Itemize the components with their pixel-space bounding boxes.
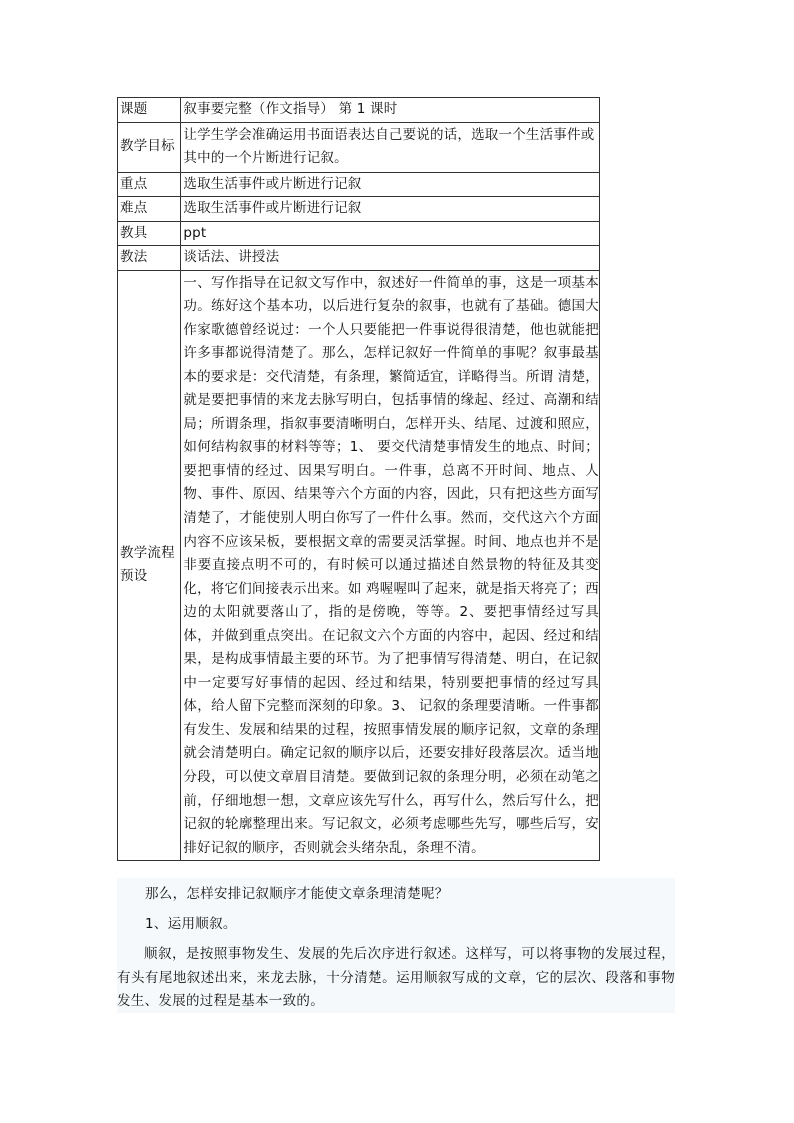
row-content-key-point: 选取生活事件或片断进行记叙 <box>181 172 600 197</box>
row-label-difficulty: 难点 <box>118 197 181 222</box>
table-row <box>118 98 600 123</box>
row-content-difficulty: 选取生活事件或片断进行记叙 <box>181 197 600 222</box>
table-row <box>118 197 600 222</box>
row-label-goal: 教学目标 <box>118 122 181 172</box>
table-row <box>118 122 600 172</box>
table-row <box>118 172 600 197</box>
paragraph-body: 顺叙，是按照事物发生、发展的先后次序进行叙述。这样写，可以将事物的发展过程，有头有尾地叙述出来，来龙去脉，十分清楚。运用顺叙写成的文章，它的层次、段落和事物发生、发展的过程是基本一致的。 <box>117 946 675 1009</box>
row-label-method: 教法 <box>118 246 181 271</box>
paragraph-question: 那么，怎样安排记叙顺序才能使文章条理清楚呢？ <box>145 886 449 902</box>
table-row <box>118 270 600 861</box>
table-row <box>118 221 600 246</box>
paragraph-heading: 1、运用顺叙。 <box>145 916 237 932</box>
row-content-tools: ppt <box>181 221 600 246</box>
row-content-goal: 让学生学会准确运用书面语表达自己要说的话，选取一个生活事件或其中的一个片断进行记叙。 <box>181 122 600 172</box>
row-content-topic: 叙事要完整（作文指导） 第 1 课时 <box>181 98 600 123</box>
row-label-key-point: 重点 <box>118 172 181 197</box>
lesson-plan-table <box>117 97 600 861</box>
row-content-flow: 一、写作指导在记叙文写作中，叙述好一件简单的事，这是一项基本功。练好这个基本功，以后进行复杂的叙事，也就有了基础。德国大作家歌德曾经说过：一个人只要能把一件事说得很清楚，他也就能把许多事都说得清楚了。那么，怎样记叙好一件简单的事呢？叙事最基本的要求是：交代清楚，有条理，繁简适宜，详略得当。所谓 清楚，就是要把事情的来龙去脉写明白，包括事情的缘起、经过、高潮和结局；所谓条理，指叙事要清晰明白，怎样开头、结尾、过渡和照应，如何结构叙事的材料等等；1、 要交代清楚事情发生的地点、时间；要把事情的经过、因果写明白。一件事，总离不开时间、地点、人物、事件、原因、结果等六个方面的内容，因此，只有把这些方面写清楚了，才能使别人明白你写了一件什么事。然而，交代这六个方面内容不应该呆板，要根据文章的需要灵活掌握。时间、地点也并不是非要直接点明不可的，有时候可以通过描述自然景物的特征及其变化，将它们间接表示出来。如 鸡喔喔叫了起来，就是指天将亮了；西边的太阳就要落山了，指的是傍晚，等等。2、要把事情经过写具体，并做到重点突出。在记叙文六个方面的内容中，起因、经过和结果，是构成事情最主要的环节。为了把事情写得清楚、明白，在记叙中一定要写好事情的起因、经过和结果，特别要把事情的经过写具体，给人留下完整而深刻的印象。3、 记叙的条理要清晰。一件事都有发生、发展和结果的过程，按照事情发展的顺序记叙，文章的条理就会清楚明白。确定记叙的顺序以后，还要安排好段落层次。适当地分段，可以使文章眉目清楚。要做到记叙的条理分明，必须在动笔之前，仔细地想一想，文章应该先写什么，再写什么，然后写什么，把记叙的轮廓整理出来。写记叙文，必须考虑哪些先写，哪些后写，安排好记叙的顺序，否则就会头绪杂乱，条理不清。 <box>181 270 600 861</box>
table-row <box>118 246 600 271</box>
following-text-block <box>117 878 675 1013</box>
row-label-tools: 教具 <box>118 221 181 246</box>
row-label-flow: 教学流程预设 <box>118 270 181 861</box>
row-label-topic: 课题 <box>118 98 181 123</box>
row-content-method: 谈话法、讲授法 <box>181 246 600 271</box>
